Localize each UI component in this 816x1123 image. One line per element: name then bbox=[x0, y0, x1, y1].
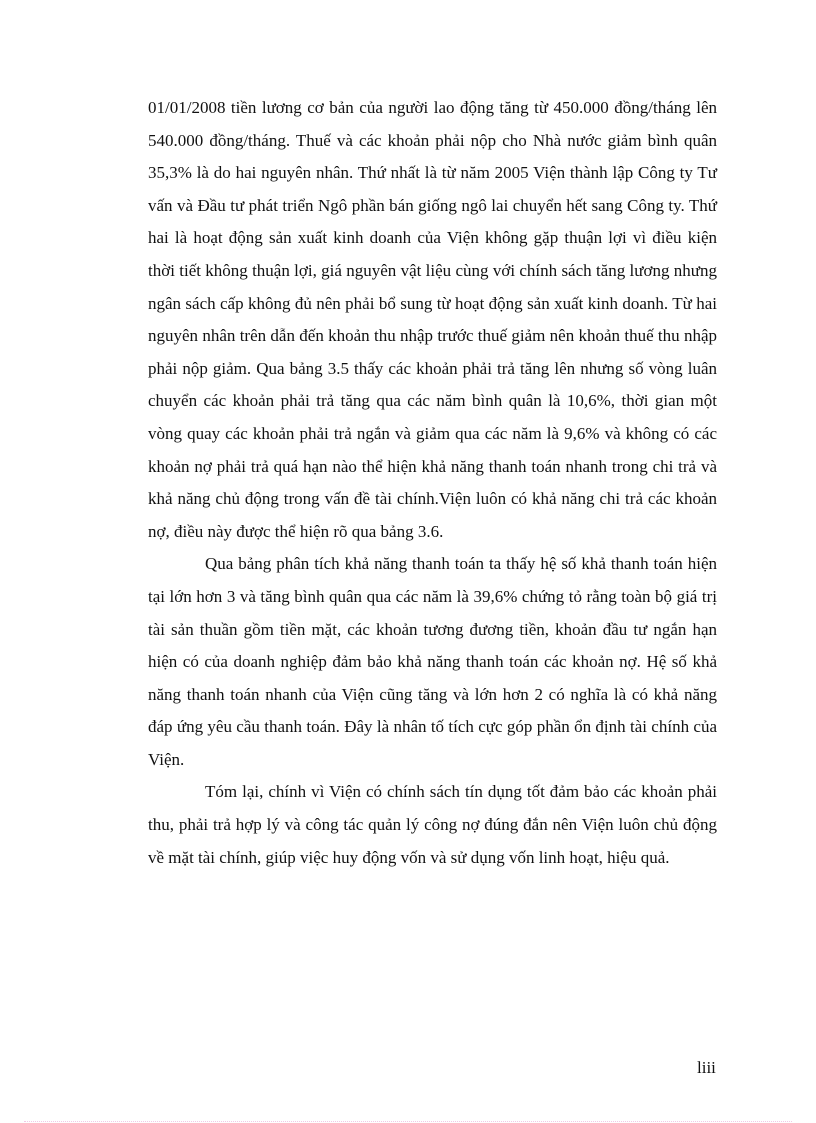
paragraph-2: Qua bảng phân tích khả năng thanh toán ta thấy hệ số khả thanh toán hiện tại lớn hơn 3 và tăng bình quân qua các năm là 39,6% chứng tỏ rằng toàn bộ giá trị tài sản thuần gồm tiền mặt, các khoản tương đương tiền, khoản đầu tư ngắn hạn hiện có của doanh nghiệp đảm bảo khả năng thanh toán các khoản nợ. Hệ số khả năng thanh toán nhanh của Viện cũng tăng và lớn hơn 2 có nghĩa là có khả năng đáp ứng yêu cầu thanh toán. Đây là nhân tố tích cực góp phần ổn định tài chính của Viện. bbox=[148, 554, 717, 769]
page-number: liii bbox=[697, 1058, 716, 1077]
page-boundary-divider bbox=[24, 1121, 792, 1122]
paragraph-1: 01/01/2008 tiền lương cơ bản của người lao động tăng từ 450.000 đồng/tháng lên 540.000 đồng/tháng. Thuế và các khoản phải nộp cho Nhà nước giảm bình quân 35,3% là do hai nguyên nhân. Thứ nhất là từ năm 2005 Viện thành lập Công ty Tư vấn và Đầu tư phát triển Ngô phần bán giống ngô lai chuyển hết sang Công ty. Thứ hai là hoạt động sản xuất kinh doanh của Viện không gặp thuận lợi vì điều kiện thời tiết không thuận lợi, giá nguyên vật liệu cùng với chính sách tăng lương nhưng ngân sách cấp không đủ nên phải bổ sung từ hoạt động sản xuất kinh doanh. Từ hai nguyên nhân trên dẫn đến khoản thu nhập trước thuế giảm nên khoản thuế thu nhập phải nộp giảm. Qua bảng 3.5 thấy các khoản phải trả tăng lên nhưng số vòng luân chuyển các khoản phải trả tăng qua các năm bình quân là 10,6%, thời gian một vòng quay các khoản phải trả ngắn và giảm qua các năm là 9,6% và không có các khoản nợ phải trả quá hạn nào thể hiện khả năng thanh toán nhanh trong chi trả và khả năng chủ động trong vấn đề tài chính.Viện luôn có khả năng chi trả các khoản nợ, điều này được thể hiện rõ qua bảng 3.6. bbox=[148, 98, 717, 541]
paragraph-3: Tóm lại, chính vì Viện có chính sách tín dụng tốt đảm bảo các khoản phải thu, phải trả hợp lý và công tác quản lý công nợ đúng đắn nên Viện luôn chủ động về mặt tài chính, giúp việc huy động vốn và sử dụng vốn linh hoạt, hiệu quả. bbox=[148, 782, 717, 867]
body-text bbox=[148, 92, 717, 874]
